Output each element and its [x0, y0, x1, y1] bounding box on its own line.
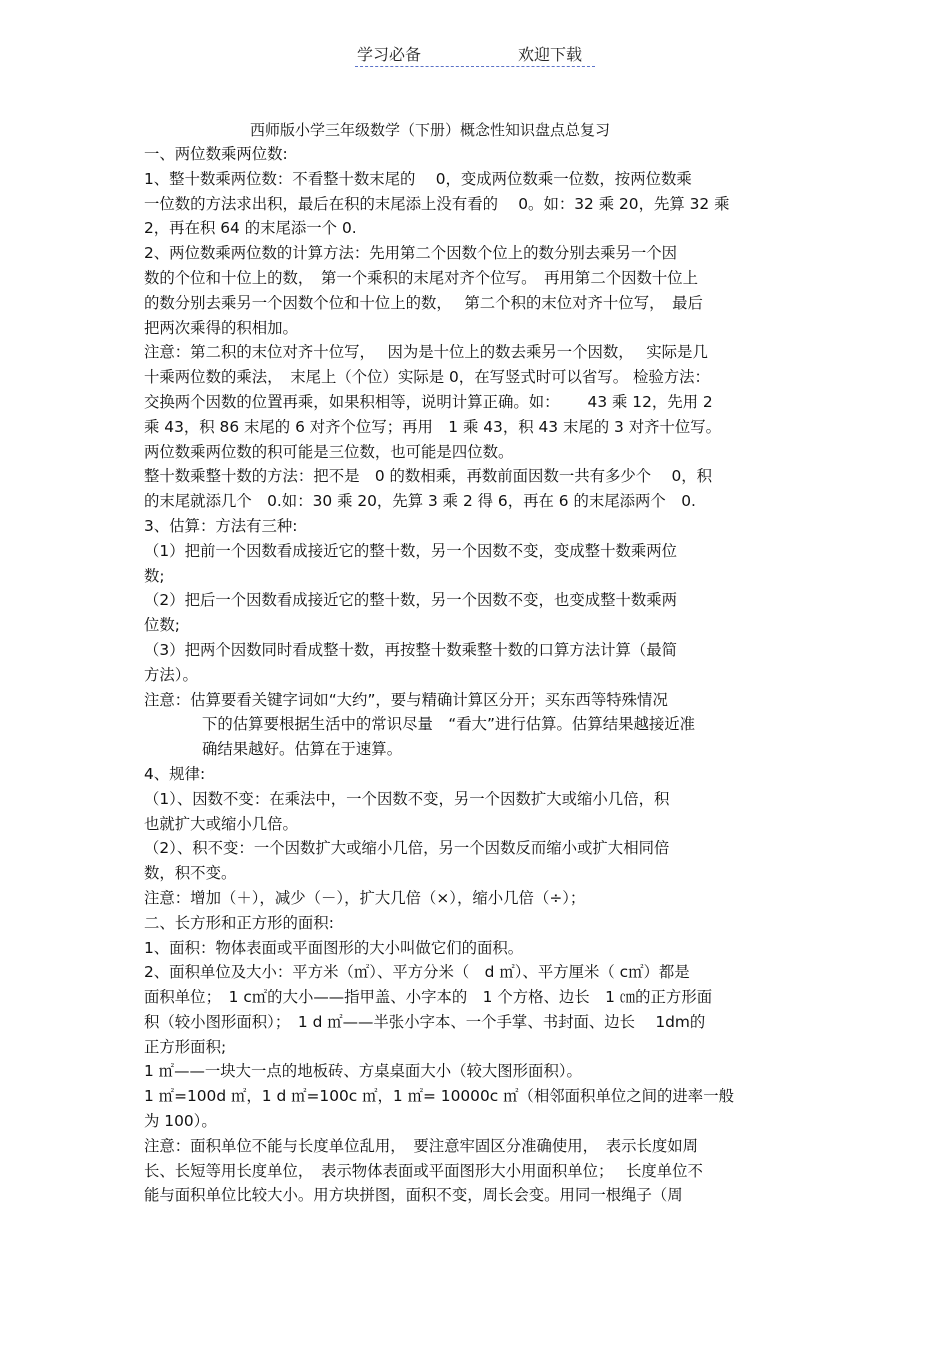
text-line: 1、整十数乘两位数：不看整十数末尾的 0，变成两位数乘一位数，按两位数乘 — [144, 169, 692, 188]
text-line: 一位数的方法求出积，最后在积的末尾添上没有看的 0。如：32 乘 20，先算 32 乘 — [144, 194, 730, 213]
text-line: 数的个位和十位上的数， 第一个乘积的末尾对齐个位写。 再用第二个因数十位上 — [144, 268, 699, 287]
text-line: 2、两位数乘两位数的计算方法：先用第二个因数个位上的数分别去乘另一个因 — [144, 244, 678, 263]
text-line: 的数分别去乘另一个因数个位和十位上的数， 第二个积的末位对齐十位写， 最后 — [144, 293, 703, 312]
text-line: 正方形面积; — [144, 1037, 227, 1056]
text-line: 1 ㎡=100d ㎡，1 d ㎡=100c ㎡，1 ㎡= 10000c ㎡（相邻面积单位之间的进率一般 — [144, 1087, 734, 1106]
text-line: 3、估算：方法有三种: — [144, 516, 298, 535]
text-line: （1）、因数不变：在乘法中，一个因数不变，另一个因数扩大或缩小几倍，积 — [144, 789, 670, 808]
text-line: （2）、积不变：一个因数扩大或缩小几倍，另一个因数反而缩小或扩大相同倍 — [144, 839, 670, 858]
text-line: （1）把前一个因数看成接近它的整十数，另一个因数不变，变成整十数乘两位 — [144, 541, 678, 560]
text-line: （2）把后一个因数看成接近它的整十数，另一个因数不变，也变成整十数乘两 — [144, 591, 678, 610]
text-line: 一、两位数乘两位数: — [144, 145, 288, 163]
text-line: 方法）。 — [144, 665, 198, 684]
text-line: 注意：面积单位不能与长度单位乱用， 要注意牢固区分准确使用， 表示长度如周 — [144, 1136, 699, 1155]
text-line: 交换两个因数的位置再乘，如果积相等，说明计算正确。如： 43 乘 12，先用 2 — [144, 392, 713, 411]
text-line: 2，再在积 64 的末尾添一个 0. — [144, 219, 357, 238]
text-line: 二、长方形和正方形的面积: — [144, 913, 334, 932]
text-line: 面积单位； 1 c㎡的大小——指甲盖、小字本的 1 个方格、边长 1 ㎝的正方形面 — [144, 988, 713, 1007]
text-line: 乘 43，积 86 末尾的 6 对齐个位写；再用 1 乘 43，积 43 末尾的 3 对齐十位写。 — [144, 417, 722, 436]
text-line: 下的估算要根据生活中的常识尽量 “看大”进行估算。估算结果越接近准 — [202, 715, 696, 734]
text-line: 为 100）。 — [144, 1112, 217, 1131]
document-title: 西师版小学三年级数学（下册）概念性知识盘点总复习 — [250, 121, 611, 139]
text-line: 4、规律: — [144, 764, 206, 783]
text-line: 能与面积单位比较大小。用方块拼图，面积不变，周长会变。用同一根绳子（周 — [144, 1186, 683, 1205]
text-line: 注意：第二积的末位对齐十位写， 因为是十位上的数去乘另一个因数， 实际是几 — [144, 343, 708, 362]
document-body — [144, 142, 814, 1208]
text-line: 整十数乘整十数的方法：把不是 0 的数相乘，再数前面因数一共有多少个 0，积 — [144, 467, 713, 486]
text-line: 1 ㎡——一块大一点的地板砖、方桌桌面大小（较大图形面积）。 — [144, 1062, 582, 1081]
text-line: （3）把两个因数同时看成整十数，再按整十数乘整十数的口算方法计算（最简 — [144, 640, 678, 659]
text-line: 的末尾就添几个 0.如：30 乘 20，先算 3 乘 2 得 6，再在 6 的末尾添两个 0. — [144, 492, 696, 511]
text-line: 数; — [144, 566, 165, 585]
page-header — [355, 40, 595, 67]
text-line: 1、面积：物体表面或平面图形的大小叫做它们的面积。 — [144, 938, 524, 957]
text-line: 确结果越好。估算在于速算。 — [202, 740, 403, 759]
text-line: 注意：增加（＋），减少（－），扩大几倍（×），缩小几倍（÷）； — [144, 888, 586, 907]
header-left-text: 学习必备 — [357, 45, 422, 64]
text-line: 注意：估算要看关键字词如“大约”，要与精确计算区分开；买东西等特殊情况 — [144, 690, 668, 709]
text-line: 积（较小图形面积）； 1 d ㎡——半张小字本、一个手掌、书封面、边长 1dm的 — [144, 1012, 706, 1031]
text-line: 2、面积单位及大小：平方米（㎡）、平方分米（ d ㎡）、平方厘米（ c㎡）都是 — [144, 963, 690, 982]
text-line: 十乘两位数的乘法， 末尾上（个位）实际是 0，在写竖式时可以省写。 检验方法： — [144, 368, 710, 387]
text-line: 把两次乘得的积相加。 — [144, 318, 298, 337]
header-right-text: 欢迎下载 — [518, 45, 583, 64]
text-line: 数，积不变。 — [144, 864, 237, 883]
text-line: 两位数乘两位数的积可能是三位数，也可能是四位数。 — [144, 442, 514, 461]
text-line: 位数; — [144, 616, 180, 635]
text-line: 长、长短等用长度单位， 表示物体表面或平面图形大小用面积单位； 长度单位不 — [144, 1161, 703, 1180]
text-line: 也就扩大或缩小几倍。 — [144, 814, 298, 833]
